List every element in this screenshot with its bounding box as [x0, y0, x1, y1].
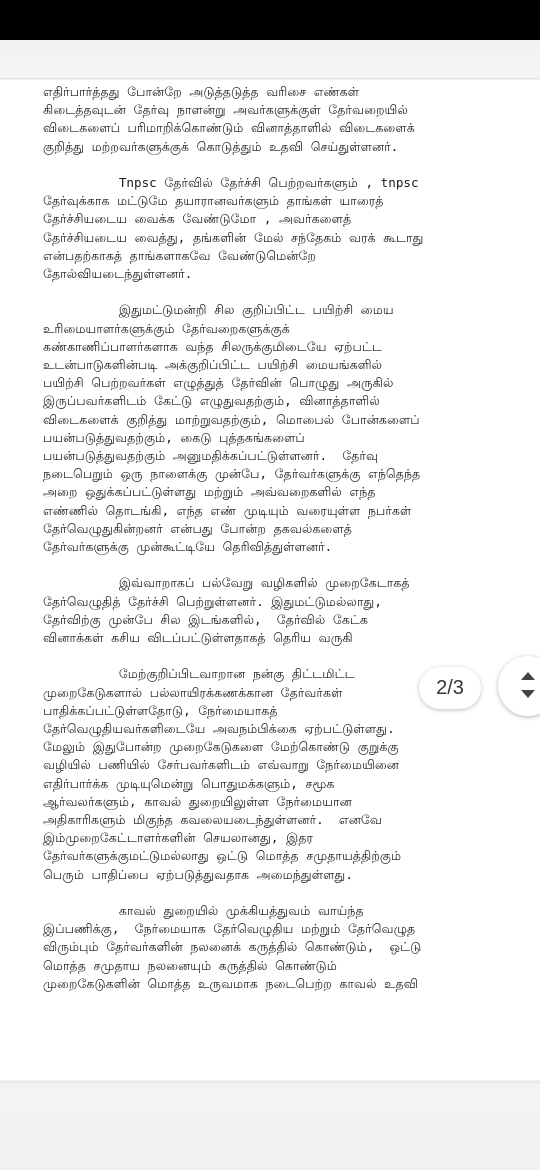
text-line: தேர்வர்களுக்குமட்டுமல்லாது ஒட்டு மொத்த சமுதாயத்திற்கும் [43, 848, 402, 864]
text-line: வழியில் பணியில் சேர்பவர்களிடம் எவ்வாறு நேர்மையினை [43, 757, 400, 773]
text-line: தேர்வெழுதியவர்களிடையே அவநம்பிக்கை ஏற்பட்டுள்ளது. [43, 721, 395, 737]
text-line: இவ்வாறாகப் பல்வேறு வழிகளில் முறைகேடாகத் [43, 575, 410, 591]
text-line: கண்காணிப்பாளர்களாக வந்த சிலருக்குமிடையே ஏற்பட்ட [43, 338, 382, 354]
text-line: என்பதற்காகத் தாங்களாகவே வேண்டுமென்றே [43, 247, 317, 263]
viewer-bottom-strip [0, 1082, 540, 1113]
triangle-up-icon [521, 672, 535, 680]
text-line: மொத்த சமுதாய நலனையும் கருத்தில் கொண்டும் [43, 957, 337, 973]
text-line: Tnpsc தேர்வில் தேர்ச்சி பெற்றவர்களும் , tnpsc [43, 175, 419, 190]
text-line: தேர்ச்சியடைய வைக்க வேண்டுமோ , அவர்களைத் [43, 211, 352, 227]
paragraph [43, 301, 513, 556]
navigation-bar [0, 1112, 540, 1170]
text-line: எதிர்பார்க்க முடியுமென்று பொதுமக்களும், சமூக [43, 775, 335, 791]
text-line: அறை ஒதுக்கப்பட்டுள்ளது மற்றும் அவ்வறைகளில் எந்த [43, 484, 376, 500]
text-line: தேர்வர்களுக்கு முன்கூட்டியே தெரிவித்துள்ளனர். [43, 539, 333, 555]
status-bar [0, 0, 540, 40]
paragraph [43, 174, 513, 283]
text-line: வினாக்கள் கசிய விடப்பட்டுள்ளதாகத் தெரிய வருகி [43, 630, 353, 646]
viewer-top-strip [0, 50, 540, 79]
document-body [43, 83, 513, 1011]
triangle-down-icon [521, 690, 535, 698]
text-line: முறைகேடுகளால் பல்லாயிரக்கணக்கான தேர்வர்கள் [43, 684, 343, 700]
text-line: இப்பணிக்கு, நேர்மையாக தேர்வெழுதிய மற்றும் தேர்வெழுத [43, 921, 416, 937]
text-line: அதிகாரிகளும் மிகுந்த கவலையடைந்துள்ளனர். எனவே [43, 812, 382, 828]
page-indicator: 2/3 [419, 667, 481, 709]
text-line: தேர்வுக்காக மட்டுமே தயாரானவர்களும் தாங்கள் யாரைத் [43, 193, 384, 209]
paragraph [43, 83, 513, 156]
text-line: எதிர்பார்த்தது போன்றே அடுத்தடுத்த வரிசை எண்கள் [43, 84, 360, 99]
text-line: மேலும் இதுபோன்ற முறைகேடுகளை மேற்கொண்டு குறுக்கு [43, 739, 399, 755]
text-line: தோல்வியடைந்துள்ளனர். [43, 266, 193, 282]
text-line: பாதிக்கப்பட்டுள்ளதோடு, நேர்மையாகத் [43, 702, 278, 718]
text-line: பெரும் பாதிப்பை ஏற்படுத்துவதாக அமைந்துள்ளது. [43, 866, 353, 882]
text-line: ஆர்வலர்களும், காவல் துறையிலுள்ள நேர்மையான [43, 793, 352, 809]
text-line: உரிமையாளர்களுக்கும் தேர்வறைகளுக்குக் [43, 320, 290, 336]
text-line: தேர்வெழுதுகின்றனர் என்பது போன்ற தகவல்களைத் [43, 520, 352, 536]
paragraph [43, 574, 513, 647]
text-line: காவல் துறையில் முக்கியத்துவம் வாய்ந்த [43, 903, 364, 919]
text-line: பயிற்சி பெற்றவர்கள் எழுத்துத் தேர்வின் பொழுது அருகில் [43, 375, 394, 391]
text-line: இம்முறைகேட்டாளர்களின் செயலானது, இதர [43, 830, 314, 846]
text-line: பயன்படுத்துவதற்கும் அனுமதிக்கப்பட்டுள்ளனர். தேர்வு [43, 448, 379, 464]
text-line: தேர்வெழுதித் தேர்ச்சி பெற்றுள்ளனர். இதுமட்டுமல்லாது, [43, 593, 382, 609]
text-line: மேற்குறிப்பிடவாறான நன்கு திட்டமிட்ட [43, 666, 355, 682]
text-line: விரும்பும் தேர்வர்களின் நலனைக் கருத்தில் கொண்டும், ஒட்டு [43, 939, 422, 955]
text-line: உடன்பாடுகளின்படி அக்குறிப்பிட்ட பயிற்சி மையங்களில் [43, 357, 383, 373]
text-line: விடைகளைப் பரிமாறிக்கொண்டும் வினாத்தாளில் விடைகளைக் [43, 120, 415, 136]
text-line: இருப்பவர்களிடம் கேட்டு எழுதுவதற்கும், வினாத்தாளில் [43, 393, 380, 409]
text-line: இதுமட்டுமன்றி சில குறிப்பிட்ட பயிற்சி மைய [43, 302, 394, 318]
text-line: முறைகேடுகளின் மொத்த உருவமாக நடைபெற்ற காவல் உதவி [43, 975, 419, 991]
text-line: தேர்விற்கு முன்பே சில இடங்களில், தேர்வில் கேட்க [43, 611, 368, 627]
text-line: தேர்ச்சியடைய வைத்து, தங்களின் மேல் சந்தேகம் வரக் கூடாது [43, 229, 424, 245]
text-line: குறித்து மற்றவர்களுக்குக் கொடுத்தும் உதவி செய்துள்ளனர். [43, 138, 399, 154]
text-line: விடைகளைக் குறித்து மாற்றுவதற்கும், மொபைல் போன்களைப் [43, 411, 420, 427]
text-line: நடைபெறும் ஒரு நாளைக்கு முன்பே, தேர்வர்களுக்கு எந்தெந்த [43, 466, 421, 482]
paragraph [43, 902, 513, 993]
text-line: கிடைத்தவுடன் தேர்வு நாளன்று அவர்களுக்குள் தேர்வறையில் [43, 102, 408, 118]
text-line: பயன்படுத்துவதற்கும், கைடு புத்தகங்களைப் [43, 429, 305, 445]
text-line: எண்ணில் தொடங்கி, எந்த எண் முடியும் வரையுள்ள நபர்கள் [43, 502, 412, 518]
